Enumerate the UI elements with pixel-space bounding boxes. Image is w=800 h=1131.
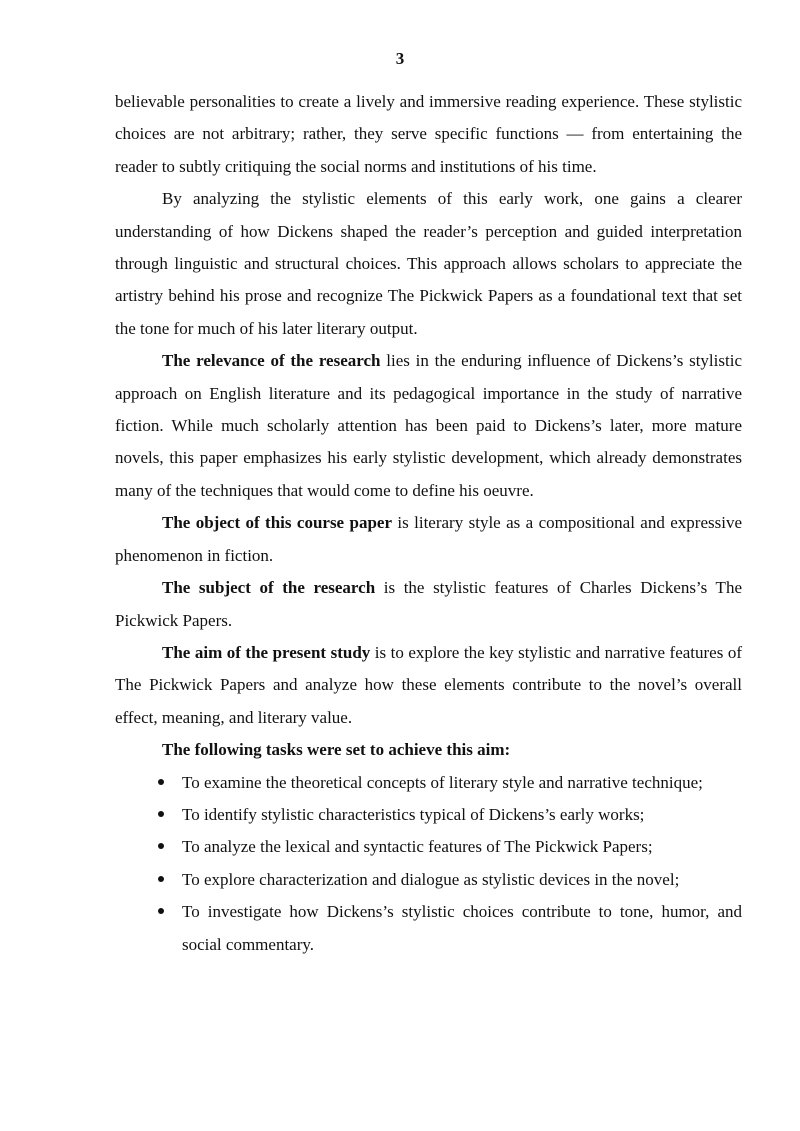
bullet-icon	[158, 876, 164, 882]
paragraph-continuation	[115, 86, 742, 183]
paragraph-lead: The object of this course paper	[162, 513, 392, 533]
paragraph-relevance	[115, 345, 742, 507]
bullet-icon	[158, 908, 164, 914]
paragraph-text: lies in the enduring influence of Dickens’s stylistic approach on English literature and its pedagogical importance in the study of narrative fiction. While much scholarly attention has been paid to Dickens’s later, more mature novels, this paper emphasizes his early stylistic development, which already demonstrates many of the techniques that would come to define his oeuvre.	[115, 351, 742, 500]
tasks-list	[115, 767, 742, 961]
task-text: To explore characterization and dialogue as stylistic devices in the novel;	[182, 869, 680, 889]
task-text: To examine the theoretical concepts of literary style and narrative technique;	[182, 772, 703, 792]
page-number: 3	[395, 49, 405, 68]
paragraph-object	[115, 507, 742, 572]
bullet-icon	[158, 843, 164, 849]
tasks-heading: The following tasks were set to achieve this aim:	[162, 740, 511, 760]
paragraph-lead: The subject of the research	[162, 578, 376, 598]
paragraph-lead: The relevance of the research	[162, 351, 381, 371]
task-text: To analyze the lexical and syntactic features of The Pickwick Papers;	[182, 837, 653, 857]
paragraph-lead: The aim of the present study	[162, 642, 371, 662]
task-item	[182, 767, 742, 799]
paragraph-aim	[115, 637, 742, 734]
task-text: To identify stylistic characteristics typical of Dickens’s early works;	[182, 804, 645, 824]
task-item	[182, 864, 742, 896]
bullet-icon	[158, 811, 164, 817]
task-item	[182, 799, 742, 831]
body-text	[115, 86, 742, 961]
paragraph-text: is literary style as a compositional and expressive phenomenon in fiction.	[115, 513, 742, 565]
paragraph-text: is to explore the key stylistic and narrative features of The Pickwick Papers and analyze how these elements contribute to the novel’s overall effect, meaning, and literary value.	[115, 642, 742, 727]
task-item	[182, 831, 742, 863]
task-item	[182, 896, 742, 961]
task-text: To investigate how Dickens’s stylistic choices contribute to tone, humor, and social commentary.	[182, 902, 742, 954]
paragraph-text: believable personalities to create a lively and immersive reading experience. These stylistic choices are not arbitrary; rather, they serve specific functions — from entertaining the reader to subtly critiquing the social norms and institutions of his time.	[115, 92, 742, 176]
paragraph-analysis	[115, 183, 742, 345]
paragraph-text: By analyzing the stylistic elements of this early work, one gains a clearer understanding of how Dickens shaped the reader’s perception and guided interpretation through linguistic and structural choices. This approach allows scholars to appreciate the artistry behind his prose and recognize The Pickwick Papers as a foundational text that set the tone for much of his later literary output.	[115, 189, 742, 338]
bullet-icon	[158, 779, 164, 785]
paragraph-text: is the stylistic features of Charles Dickens’s The Pickwick Papers.	[115, 578, 742, 630]
paragraph-subject	[115, 572, 742, 637]
